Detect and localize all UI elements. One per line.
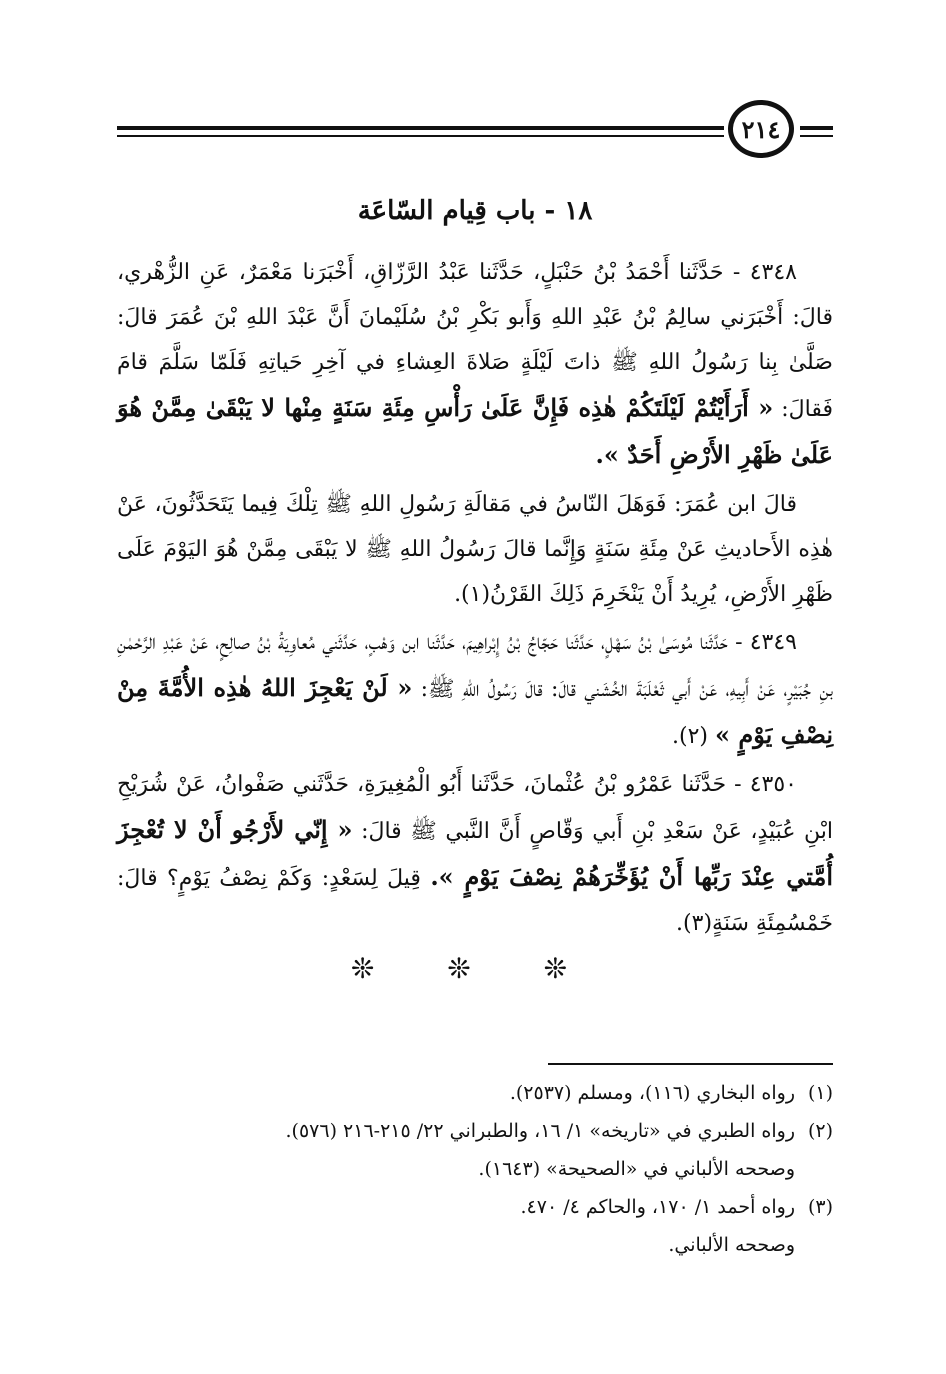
- narration-text: قِيلَ لِسَعْدٍ: وَكَمْ نِصْفُ يَوْمٍ؟ قالَ: خَمْسُمِئَةِ سَنَةٍ(٣).: [117, 866, 833, 936]
- hadith-text: « إِنّي لأَرْجُو أَنْ لا تُعْجِزَ أُمَّتي عِنْدَ رَبِّها أَنْ يُؤَخِّرَهُمْ نِصْفَ يَوْمٍ ».: [117, 815, 833, 891]
- footnote-text: رواه الطبري في «تاريخه» ١/ ١٦، والطبراني ٢٢/ ٢١٥-٢١٦ (٥٧٦).: [285, 1120, 795, 1142]
- page-number-badge: [728, 100, 794, 158]
- chapter-title: ١٨ - باب قِيام السّاعَة: [357, 196, 593, 226]
- footnote-number: (٢): [807, 1120, 833, 1142]
- paragraph-ibn-umar-commentary: [117, 482, 833, 617]
- footnote-ref: (٢).: [672, 724, 709, 749]
- footnote-2: [117, 1112, 833, 1150]
- paragraph-hadith-4350: [117, 762, 833, 946]
- paragraph-hadith-4349: [117, 620, 833, 759]
- footnote-number: (١): [807, 1082, 833, 1104]
- section-separator: ❊ ❊ ❊: [350, 952, 600, 985]
- hadith-text: « لَنْ يَعْجِزَ اللهُ هٰذِه الأُمَّةَ مِنْ نِصْفِ يَوْمٍ »: [117, 673, 833, 749]
- narration-text: ٤٣٤٩ - حَدَّثَنا مُوسَىٰ بْنُ سَهْلٍ، حَدَّثَنا حَجّاجُ بْنُ إِبْراهِيمَ، حَدَّثَنا ابن وَهْبٍ، حَدَّثَني مُعاوِيَةُ بْنُ صالِحٍ، عَنْ عَبْدِ الرَّحْمٰنِ بنِ جُبَيْرٍ، عَنْ أَبِيهِ، عَنْ أَبي ثَعْلَبَةَ الخُشَني قالَ: قالَ رَسُولُ اللهِ ﷺ:: [117, 630, 833, 702]
- footnote-number: (٣): [807, 1196, 833, 1218]
- footnote-3-continuation: وصححه الألباني.: [668, 1234, 795, 1256]
- narration-text: ٤٣٥٠ - حَدَّثَنا عَمْرُو بْنُ عُثْمانَ، حَدَّثَنا أَبُو الْمُغِيرَةِ، حَدَّثَني صَفْوانُ، عَنْ شُرَيْحِ ابْنِ عُبَيْدٍ، عَنْ سَعْدِ بْنِ أَبي وَقّاصٍ أَنَّ النَّبي ﷺ قالَ:: [117, 772, 833, 844]
- page-number: ٢١٤: [741, 114, 781, 144]
- header-rule-left-thick: [117, 126, 724, 130]
- footnote-2-continuation: وصححه الألباني في «الصحيحة» (١٦٤٣).: [478, 1158, 795, 1180]
- footnote-1: [117, 1074, 833, 1112]
- header-rule-left-thin: [117, 135, 724, 137]
- narration-text: ٤٣٤٨ - حَدَّثَنا أَحْمَدُ بْنُ حَنْبَلٍ، حَدَّثَنا عَبْدُ الرَّزّاقِ، أَخْبَرَنا مَعْمَرٌ، عَنِ الزُّهْري، قالَ: أَخْبَرَني سالِمُ بْنُ عَبْدِ اللهِ وَأَبو بَكْرِ بْنُ سُلَيْمانَ أَنَّ عَبْدَ اللهِ بْنَ عُمَرَ قالَ: صَلَّىٰ بِنا رَسُولُ اللهِ ﷺ ذاتَ لَيْلَةٍ صَلاةَ العِشاءِ في آخِرِ حَياتِهِ فَلَمّا سَلَّمَ قامَ فَقالَ:: [117, 260, 833, 422]
- hadith-text: « أَرَأَيْتُمْ لَيْلَتَكُمْ هٰذِه فَإِنَّ عَلَىٰ رَأْسِ مِئَةِ سَنَةٍ مِنْها لا يَبْقَىٰ مِمَّنْ هُوَ عَلَىٰ ظَهْرِ الأَرْضِ أَحَدٌ ».: [117, 393, 833, 469]
- main-text: [117, 250, 833, 949]
- footnote-text: رواه البخاري (١١٦)، ومسلم (٢٥٣٧).: [509, 1082, 795, 1104]
- narration-text: قالَ ابن عُمَرَ: فَوَهَلَ النّاسُ في مَقالَةِ رَسُولِ اللهِ ﷺ تِلْكَ فِيما يَتَحَدَّثُونَ، عَنْ هٰذِه الأَحاديثِ عَنْ مِئَةِ سَنَةٍ وَإِنَّما قالَ رَسُولُ اللهِ ﷺ لا يَبْقَى مِمَّنْ هُوَ اليَوْمَ عَلَى ظَهْرِ الأَرْضِ، يُرِيدُ أَنْ يَنْخَرِمَ ذَلِكَ القَرْنُ(١).: [117, 492, 833, 607]
- footnotes: [117, 1074, 833, 1264]
- header-rule-right-thick: [800, 126, 833, 130]
- footnote-rule: [548, 1063, 833, 1065]
- paragraph-hadith-4348: [117, 250, 833, 479]
- footnote-text: رواه أحمد ١/ ١٧٠، والحاكم ٤/ ٤٧٠.: [520, 1196, 795, 1218]
- footnote-3: [117, 1188, 833, 1226]
- header-rule-right-thin: [800, 135, 833, 137]
